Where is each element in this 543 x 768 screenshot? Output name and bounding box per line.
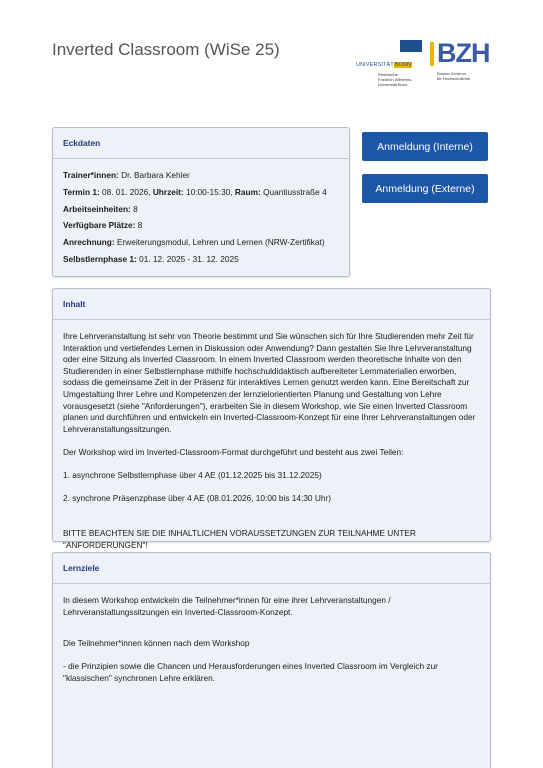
lernziele-paragraph: Die Teilnehmer*innen können nach dem Workshop [63, 638, 250, 649]
inhalt-paragraph: Ihre Lehrveranstaltung ist sehr von Theorie bestimmt und Sie wünschen sich für Ihre Studierenden mehr Zeit für Interaktion und vertiefendes Lernen in Diskussion oder Anwendung? Dann gestalten Sie Ihre Lehrveranstaltung oder eine Sitzung als Inverted Classroom. In einem Inverted Classroom werden theoretische Inhalte von den Studierenden in einer Selbstlernphase mithilfe hochschuldidaktisch aufbereiteter Lernmaterialien erworben, sodass die gemeinsame Zeit in der Präsenz für interaktives Lernen genutzt werden kann. Eine Bereitschaft zur Umgestaltung Ihrer Lehre und Kompetenzen der lernzielorientierten Planung und Gestaltung von Lehre vorausgesetzt (siehe "Anforderungen"), erarbeiten Sie in diesem Workshop, wie Sie einen Inverted Classroom planen und durchführen und entwickeln ein Inverted-Classroom-Konzept für eine Ihrer Lehrveranstaltungen oder Lehrveranstaltungssitzungen. [63, 331, 476, 434]
university-bonn-logo [356, 40, 422, 92]
inhalt-paragraph: Der Workshop wird im Inverted-Classroom-Format durchgeführt und besteht aus zwei Teilen: [63, 446, 404, 457]
page-title: Inverted Classroom (WiSe 25) [52, 40, 280, 59]
eckdaten-heading: Eckdaten [53, 128, 349, 159]
inhalt-paragraph: 2. synchrone Präsenzphase über 4 AE (08.01.2026, 10:00 bis 14:30 Uhr) [63, 493, 331, 504]
bzh-logo [430, 40, 492, 92]
bzh-logo-bar [430, 42, 434, 66]
lernziele-paragraph: In diesem Workshop entwickeln die Teilnehmer*innen für eine ihrer Lehrveranstaltungen / Lehrveranstaltungssitzungen ein Inverted-Classroom-Konzept. [63, 595, 391, 617]
inhalt-paragraph: 1. asynchrone Selbstlernphase über 4 AE (01.12.2025 bis 31.12.2025) [63, 470, 322, 481]
inhalt-notice: BITTE BEACHTEN SIE DIE INHALTLICHEN VORAUSSETZUNGEN ZUR TEILNAHME UNTER "ANFORDERUNGEN"! [63, 527, 416, 550]
lernziele-paragraph: - die Prinzipien sowie die Chancen und Herausforderungen eines Inverted Classroom im Vergleich zur "klassischen" synchronen Lehre erklären. [63, 661, 438, 683]
eckdaten-panel [52, 127, 350, 277]
inhalt-body [53, 320, 490, 551]
anrechnung-line: Anrechnung: Erweiterungsmodul, Lehren und Lernen (NRW-Zertifikat) [63, 237, 325, 248]
lernziele-heading: Lernziele [53, 553, 490, 584]
uni-logo-bar [400, 40, 422, 52]
inhalt-heading: Inhalt [53, 289, 490, 320]
plaetze-line: Verfügbare Plätze: 8 [63, 220, 143, 231]
anmeldung-externe-button[interactable]: Anmeldung (Externe) [362, 174, 488, 203]
selbstlernphase-line: Selbstlernphase 1: 01. 12. 2025 - 31. 12. 2025 [63, 253, 239, 264]
uni-logo-word: UNIVERSITÄTBONN [356, 62, 412, 68]
lernziele-panel [52, 552, 491, 768]
arbeitseinheiten-line: Arbeitseinheiten: 8 [63, 203, 138, 214]
bzh-logo-word: BZH [437, 38, 490, 68]
bzh-logo-subtext: Bonner Zentrum für Hochschullehre [437, 71, 471, 81]
lernziele-body [53, 584, 490, 685]
inhalt-panel [52, 288, 491, 550]
anmeldung-interne-button[interactable]: Anmeldung (Interne) [362, 132, 488, 161]
termin-line: Termin 1: 08. 01. 2026, Uhrzeit: 10:00-15:30, Raum: Quantiusstraße 4 [63, 186, 327, 197]
eckdaten-body [53, 159, 349, 271]
uni-logo-subtext: Rheinische Friedrich-Wilhelms- Universität Bonn [378, 72, 413, 87]
trainer-line: Trainer*innen: Dr. Barbara Kehler [63, 170, 190, 180]
